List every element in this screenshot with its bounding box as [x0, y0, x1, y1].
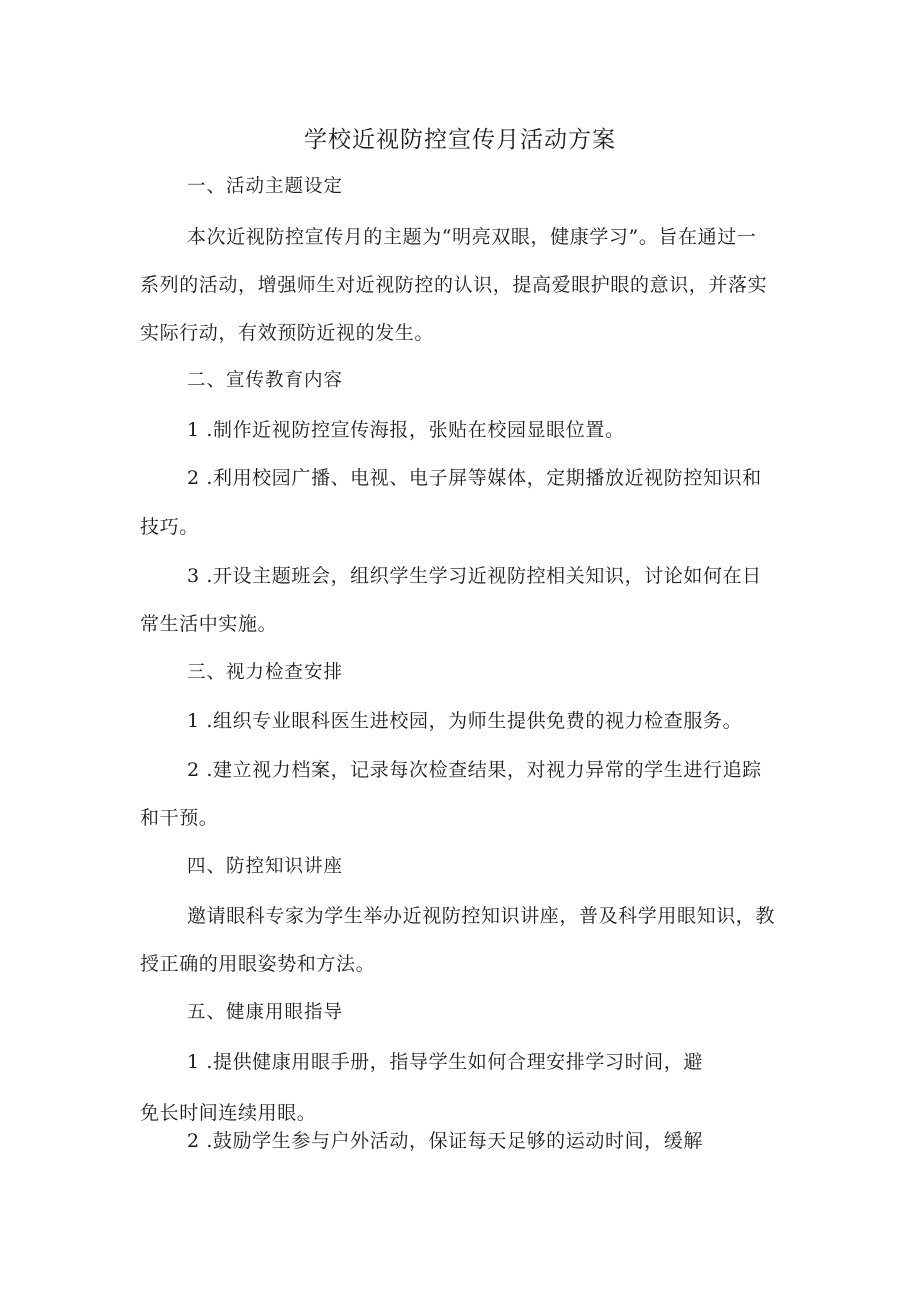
section-3-item-2-line-1: 2 .建立视力档案，记录每次检查结果，对视力异常的学生进行追踪: [187, 759, 762, 781]
section-2-item-3-line-2: 常生活中实施。: [140, 613, 278, 635]
section-2-item-2-line-1: 2 .利用校园广播、电视、电子屏等媒体，定期播放近视防控知识和: [187, 467, 762, 489]
section-heading-3: 三、视力检查安排: [187, 662, 344, 683]
section-3-item-2-line-2: 和干预。: [140, 807, 219, 829]
section-5-item-2-line-1: 2 .鼓励学生参与户外活动，保证每天足够的运动时间，缓解: [187, 1130, 703, 1152]
section-heading-2: 二、宣传教育内容: [187, 370, 344, 391]
section-1-line-2: 系列的活动，增强师生对近视防控的认识，提高爱眼护眼的意识，并落实: [140, 274, 768, 296]
section-2-item-3-line-1: 3 .开设主题班会，组织学生学习近视防控相关知识，讨论如何在日: [187, 565, 762, 587]
section-3-item-1-line-1: 1 .组织专业眼科医生进校园，为师生提供免费的视力检查服务。: [187, 710, 743, 732]
section-5-item-1-line-2: 免长时间连续用眼。: [140, 1102, 317, 1124]
section-2-item-1-line-1: 1 .制作近视防控宣传海报，张贴在校园显眼位置。: [187, 419, 625, 441]
section-2-item-2-line-2: 技巧。: [140, 516, 199, 538]
section-heading-1: 一、活动主题设定: [187, 176, 344, 197]
section-4-line-1: 邀请眼科专家为学生举办近视防控知识讲座，普及科学用眼知识，教: [187, 905, 776, 927]
section-heading-5: 五、健康用眼指导: [187, 1002, 344, 1023]
document-title: 学校近视防控宣传月活动方案: [304, 127, 616, 153]
section-heading-4: 四、防控知识讲座: [187, 856, 344, 877]
section-1-line-1: 本次近视防控宣传月的主题为“明亮双眼，健康学习”。旨在通过一: [187, 226, 757, 248]
section-4-line-2: 授正确的用眼姿势和方法。: [140, 953, 376, 975]
section-5-item-1-line-1: 1 .提供健康用眼手册，指导学生如何合理安排学习时间，避: [187, 1051, 703, 1073]
section-1-line-3: 实际行动，有效预防近视的发生。: [140, 322, 435, 344]
